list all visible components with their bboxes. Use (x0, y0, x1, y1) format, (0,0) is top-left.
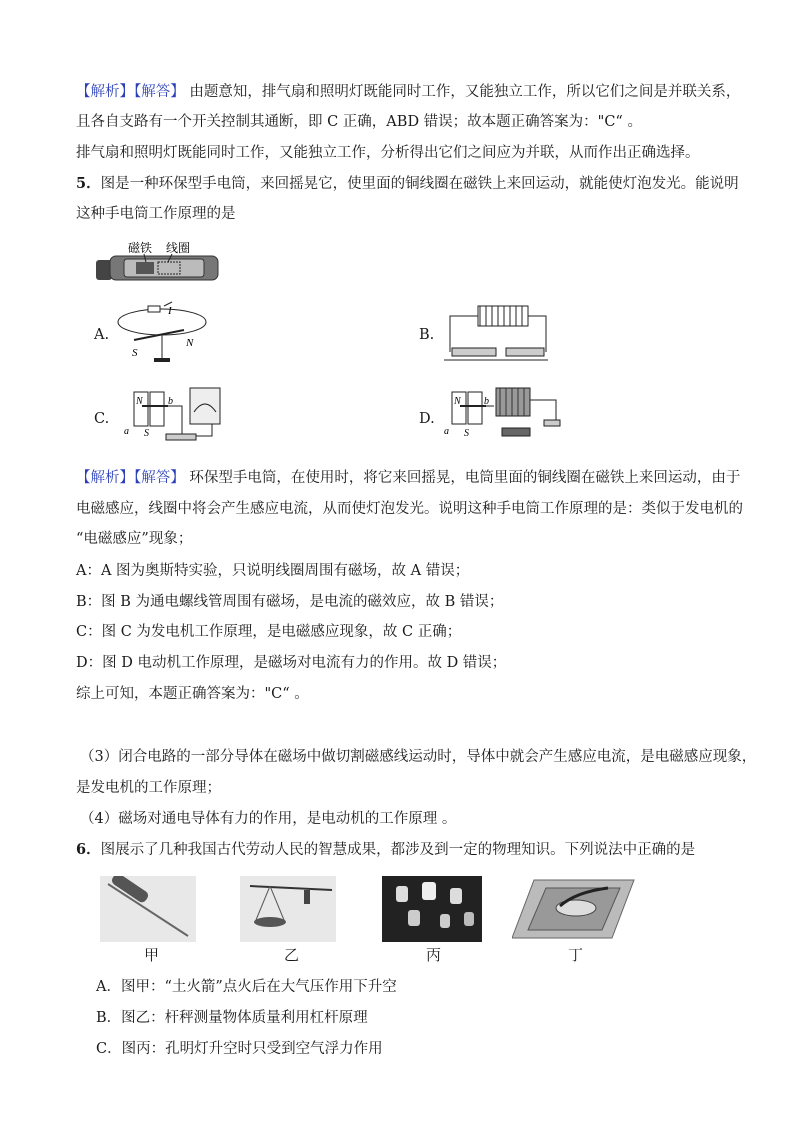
option-a-label: A. (94, 327, 110, 343)
image-ding-compass (512, 872, 636, 942)
option-a-figure (112, 300, 212, 370)
d-b-letter: b (484, 396, 489, 407)
current-letter: I (168, 305, 172, 317)
analysis-2-a: A：A 图为奥斯特实验，只说明线圈周围有磁场，故 A 错误； (76, 563, 470, 579)
option-b-label: B. (419, 327, 435, 343)
analysis-2-c: C：图 C 为发电机工作原理，是电磁感应现象，故 C 正确； (76, 624, 462, 640)
coil-label: 线圈 (166, 241, 191, 255)
analysis-2-line-1: 【解析】【解答】 环保型手电筒，在使用时，将它来回摇晃，电筒里面的铜线圈在磁铁上来回运动，由于 (76, 470, 741, 486)
analysis-2-summary: 综上可知，本题正确答案为："C“ 。 (76, 686, 309, 702)
question-6-option-a: A．图甲：“土火箭”点火后在大气压作用下升空 (96, 979, 397, 995)
note-3-line-2: 是发电机的工作原理； (76, 780, 221, 796)
c-south-letter: S (144, 428, 149, 439)
analysis-2-line-2: 电磁感应，线圈中将会产生感应电流，从而使灯泡发光。说明这种手电筒工作原理的是：类似于发电机的 (76, 501, 743, 517)
note-3-line-1: （3）闭合电路的一部分导体在磁场中做切割磁感线运动时，导体中就会产生感应电流，是电磁感应现象， (80, 749, 757, 765)
south-letter: S (132, 347, 138, 359)
image-yi-steelyard (240, 876, 336, 942)
analysis-2-line-3: “电磁感应”现象； (76, 531, 193, 547)
image-bing-lanterns (382, 876, 482, 942)
question-6-number: 6． (76, 841, 101, 858)
option-c-label: C. (94, 411, 110, 427)
analysis-tag: 【解析】【解答】 (76, 470, 185, 486)
flashlight-figure (94, 240, 226, 284)
caption-bing: 丙 (426, 946, 442, 964)
c-a-letter: a (124, 426, 129, 437)
d-south-letter: S (464, 428, 469, 439)
question-6-option-b: B．图乙：杆秤测量物体质量利用杠杆原理 (96, 1010, 368, 1026)
note-4: （4）磁场对通电导体有力的作用，是电动机的工作原理 。 (80, 811, 457, 827)
question-5-number: 5． (76, 175, 101, 192)
analysis-2-d: D：图 D 电动机工作原理，是磁场对电流有力的作用。故 D 错误； (76, 655, 507, 671)
caption-yi: 乙 (284, 946, 300, 964)
question-6-option-c: C．图丙：孔明灯升空时只受到空气浮力作用 (96, 1041, 383, 1057)
analysis-1-line-1: 【解析】【解答】 由题意知，排气扇和照明灯既能同时工作，又能独立工作，所以它们之间是并联关系， (76, 84, 741, 100)
question-5-line-1: 5．图是一种环保型手电筒，来回摇晃它，使里面的铜线圈在磁铁上来回运动，就能使灯泡发光。能说明 (76, 175, 739, 192)
analysis-1-line-2: 且各自支路有一个开关控制其通断，即 C 正确，ABD 错误；故本题正确答案为："C“ 。 (76, 114, 642, 130)
analysis-1-line-3: 排气扇和照明灯既能同时工作，又能独立工作，分析得出它们之间应为并联，从而作出正确选择。 (76, 145, 700, 161)
option-d-label: D. (419, 411, 435, 427)
d-north-letter: N (454, 396, 461, 407)
caption-ding: 丁 (568, 946, 584, 964)
caption-jia: 甲 (144, 946, 160, 964)
option-b-figure (442, 300, 550, 366)
analysis-tag: 【解析】【解答】 (76, 84, 185, 100)
question-6-stem: 6．图展示了几种我国古代劳动人民的智慧成果，都涉及到一定的物理知识。下列说法中正确的是 (76, 841, 696, 858)
image-jia-rocket (100, 876, 196, 942)
question-5-line-2: 这种手电筒工作原理的是 (76, 206, 236, 222)
c-north-letter: N (136, 396, 143, 407)
option-c-figure (120, 382, 232, 448)
option-d-figure (444, 380, 570, 446)
d-a-letter: a (444, 426, 449, 437)
north-letter: N (186, 337, 194, 349)
c-b-letter: b (168, 396, 173, 407)
analysis-2-b: B：图 B 为通电螺线管周围有磁场，是电流的磁效应，故 B 错误； (76, 594, 504, 610)
magnet-label: 磁铁 (128, 241, 153, 255)
